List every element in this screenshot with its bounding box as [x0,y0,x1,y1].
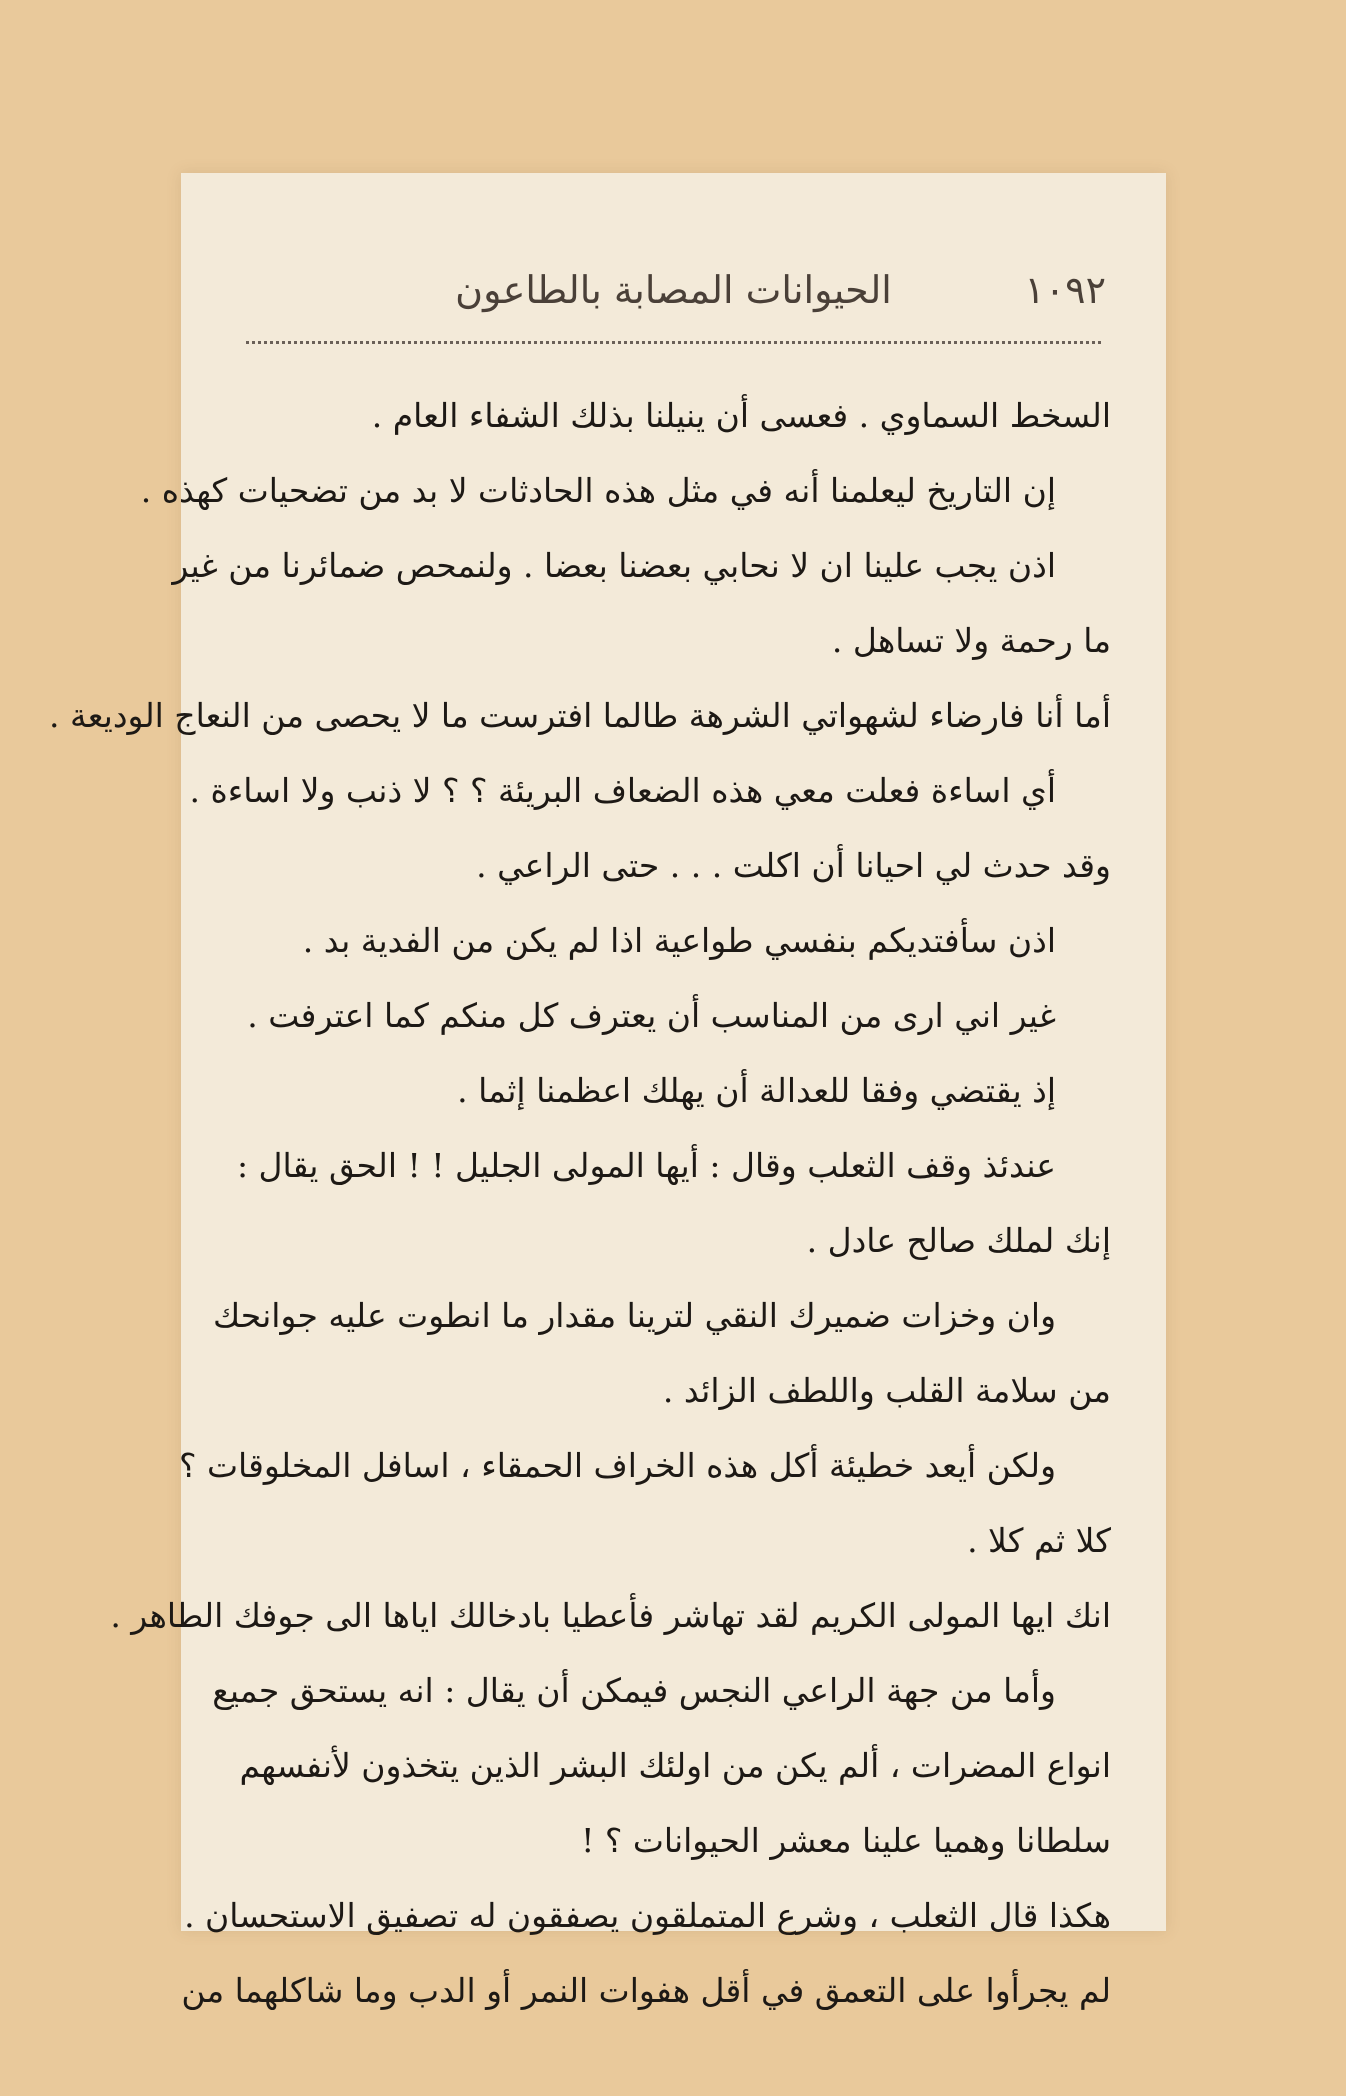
text-line: ولكن أيعد خطيئة أكل هذه الخراف الحمقاء ، اسافل المخلوقات ؟ [178,1446,1056,1485]
text-line: عندئذ وقف الثعلب وقال : أيها المولى الجليل ! ! الحق يقال : [236,1146,1056,1185]
text-line: إنك لملك صالح عادل . [806,1221,1111,1260]
text-line: انك ايها المولى الكريم لقد تهاشر فأعطيا بادخالك اياها الى جوفك الطاهر . [110,1596,1111,1635]
text-line: سلطانا وهميا علينا معشر الحيوانات ؟ ! [581,1821,1111,1860]
book-page [49,173,1166,2010]
text-line: اذن يجب علينا ان لا نحابي بعضنا بعضا . ولنمحص ضمائرنا من غير [172,546,1056,585]
text-line: كلا ثم كلا . [967,1521,1111,1560]
text-line: إن التاريخ ليعلمنا أنه في مثل هذه الحادثات لا بد من تضحيات كهذه . [140,471,1056,510]
body-text [49,378,1111,2028]
text-line: أما أنا فارضاء لشهواتي الشرهة طالما افترست ما لا يحصى من النعاج الوديعة . [49,696,1111,735]
text-line: وأما من جهة الراعي النجس فيمكن أن يقال : انه يستحق جميع [212,1671,1056,1710]
text-line: اذن سأفتديكم بنفسي طواعية اذا لم يكن من الفدية بد . [302,921,1056,960]
text-line: من سلامة القلب واللطف الزائد . [662,1371,1111,1410]
text-line: أي اساءة فعلت معي هذه الضعاف البريئة ؟ ؟ لا ذنب ولا اساءة . [189,771,1056,810]
text-line: لم يجرأوا على التعمق في أقل هفوات النمر أو الدب وما شاكلهما من [181,1971,1111,2010]
text-line: إذ يقتضي وفقا للعدالة أن يهلك اعظمنا إثما . [457,1071,1056,1110]
text-line: وان وخزات ضميرك النقي لترينا مقدار ما انطوت عليه جوانحك [212,1296,1056,1335]
text-line: غير اني ارى من المناسب أن يعترف كل منكم كما اعترفت . [247,996,1056,1035]
text-line: ما رحمة ولا تساهل . [831,621,1111,660]
running-title: الحيوانات المصابة بالطاعون [455,268,892,312]
page-number: ١٠٩٢ [1024,268,1106,312]
text-line: انواع المضرات ، ألم يكن من اولئك البشر الذين يتخذون لأنفسهم [239,1746,1111,1785]
text-line: وقد حدث لي احيانا أن اكلت . . . حتى الراعي . [476,846,1111,885]
header-rule [246,341,1101,352]
text-line: هكذا قال الثعلب ، وشرع المتملقون يصفقون له تصفيق الاستحسان . [184,1896,1111,1935]
text-line: السخط السماوي . فعسى أن ينيلنا بذلك الشفاء العام . [371,396,1111,435]
page-header [241,268,1106,328]
